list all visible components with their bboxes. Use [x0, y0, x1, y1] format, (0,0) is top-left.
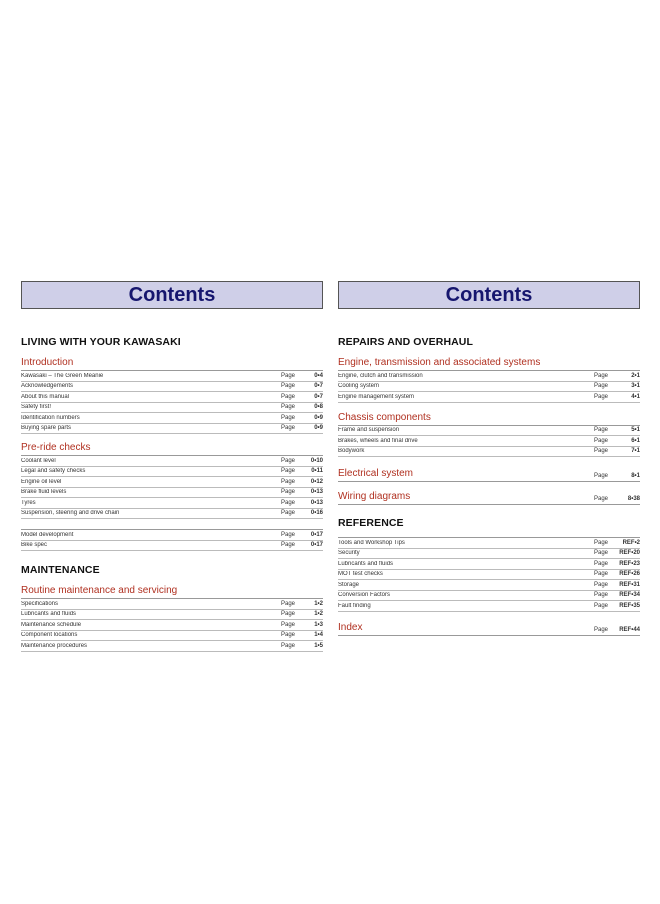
- toc-row[interactable]: Fault finding Page REF•35: [338, 601, 640, 612]
- part-heading-repairs: REPAIRS AND OVERHAUL: [338, 336, 474, 348]
- toc-row[interactable]: Security Page REF•20: [338, 549, 640, 560]
- toc-row[interactable]: About this manual Page 0•7: [21, 392, 323, 403]
- toc-list-chassis: [338, 425, 640, 458]
- toc-row[interactable]: Maintenance schedule Page 1•3: [21, 620, 323, 631]
- toc-row[interactable]: Model development Page 0•17: [21, 530, 323, 541]
- left-page: [21, 281, 323, 652]
- section-title-chassis: Chassis components: [338, 411, 431, 423]
- section-title-electrical: Electrical system: [338, 468, 414, 479]
- toc-row[interactable]: Brakes, wheels and final drive Page 6•1: [338, 436, 640, 447]
- section-title-wiring: Wiring diagrams: [338, 491, 411, 502]
- toc-list-pre-ride: [21, 455, 323, 519]
- part-heading-living: LIVING WITH YOUR KAWASAKI: [21, 336, 181, 348]
- contents-banner: Contents: [338, 281, 640, 309]
- contents-banner: Contents: [21, 281, 323, 309]
- toc-row[interactable]: Frame and suspension Page 5•1: [338, 426, 640, 437]
- toc-row[interactable]: Bike spec Page 0•17: [21, 541, 323, 552]
- section-title-pre-ride-checks: Pre-ride checks: [21, 442, 91, 453]
- right-page: [338, 281, 640, 636]
- toc-row[interactable]: MOT test checks Page REF•26: [338, 570, 640, 581]
- toc-row[interactable]: Lubricants and fluids Page REF•23: [338, 559, 640, 570]
- toc-row[interactable]: Engine, clutch and transmission Page 2•1: [338, 371, 640, 382]
- section-title-routine-maintenance: Routine maintenance and servicing: [21, 585, 178, 596]
- toc-row[interactable]: Brake fluid levels Page 0•13: [21, 488, 323, 499]
- toc-row[interactable]: Buying spare parts Page 0•9: [21, 424, 323, 435]
- toc-row[interactable]: Legal and safety checks Page 0•11: [21, 467, 323, 478]
- toc-list-routine: [21, 598, 323, 652]
- toc-list-engine: [338, 370, 640, 403]
- toc-row[interactable]: Lubricants and fluids Page 1•2: [21, 610, 323, 621]
- toc-list-introduction: [21, 370, 323, 434]
- toc-row[interactable]: Identification numbers Page 0•9: [21, 413, 323, 424]
- part-heading-maintenance: MAINTENANCE: [21, 564, 100, 576]
- toc-row[interactable]: Conversion Factors Page REF•34: [338, 591, 640, 602]
- toc-row[interactable]: Kawasaki – The Green Meanie Page 0•4: [21, 371, 323, 382]
- toc-row[interactable]: Acknowledgements Page 0•7: [21, 382, 323, 393]
- section-title-engine: Engine, transmission and associated systems: [338, 357, 541, 368]
- toc-row[interactable]: Specifications Page 1•2: [21, 599, 323, 610]
- toc-row[interactable]: Safety first! Page 0•8: [21, 403, 323, 414]
- section-title-index: Index: [338, 621, 363, 633]
- toc-row-index[interactable]: Index Page REF•44: [338, 622, 640, 636]
- toc-row[interactable]: Suspension, steering and drive chain Page 0•16: [21, 509, 323, 520]
- toc-row[interactable]: Engine oil level Page 0•12: [21, 477, 323, 488]
- toc-row-electrical[interactable]: Electrical system Page 8•1: [338, 468, 640, 482]
- toc-row[interactable]: Component locations Page 1•4: [21, 631, 323, 642]
- toc-row[interactable]: Cooling system Page 3•1: [338, 382, 640, 393]
- toc-row[interactable]: Storage Page REF•31: [338, 580, 640, 591]
- toc-row-wiring[interactable]: Wiring diagrams Page 8•38: [338, 491, 640, 505]
- section-title-introduction: Introduction: [21, 357, 74, 368]
- toc-row[interactable]: Engine management system Page 4•1: [338, 392, 640, 403]
- toc-row[interactable]: Tyres Page 0•13: [21, 498, 323, 509]
- toc-row[interactable]: Bodywork Page 7•1: [338, 447, 640, 458]
- toc-list-extra: [21, 529, 323, 551]
- toc-list-reference: [338, 537, 640, 612]
- toc-row[interactable]: Maintenance procedures Page 1•5: [21, 641, 323, 652]
- toc-row[interactable]: Tools and Workshop Tips Page REF•2: [338, 538, 640, 549]
- part-heading-reference: REFERENCE: [338, 517, 404, 529]
- toc-row[interactable]: Coolant level Page 0•10: [21, 456, 323, 467]
